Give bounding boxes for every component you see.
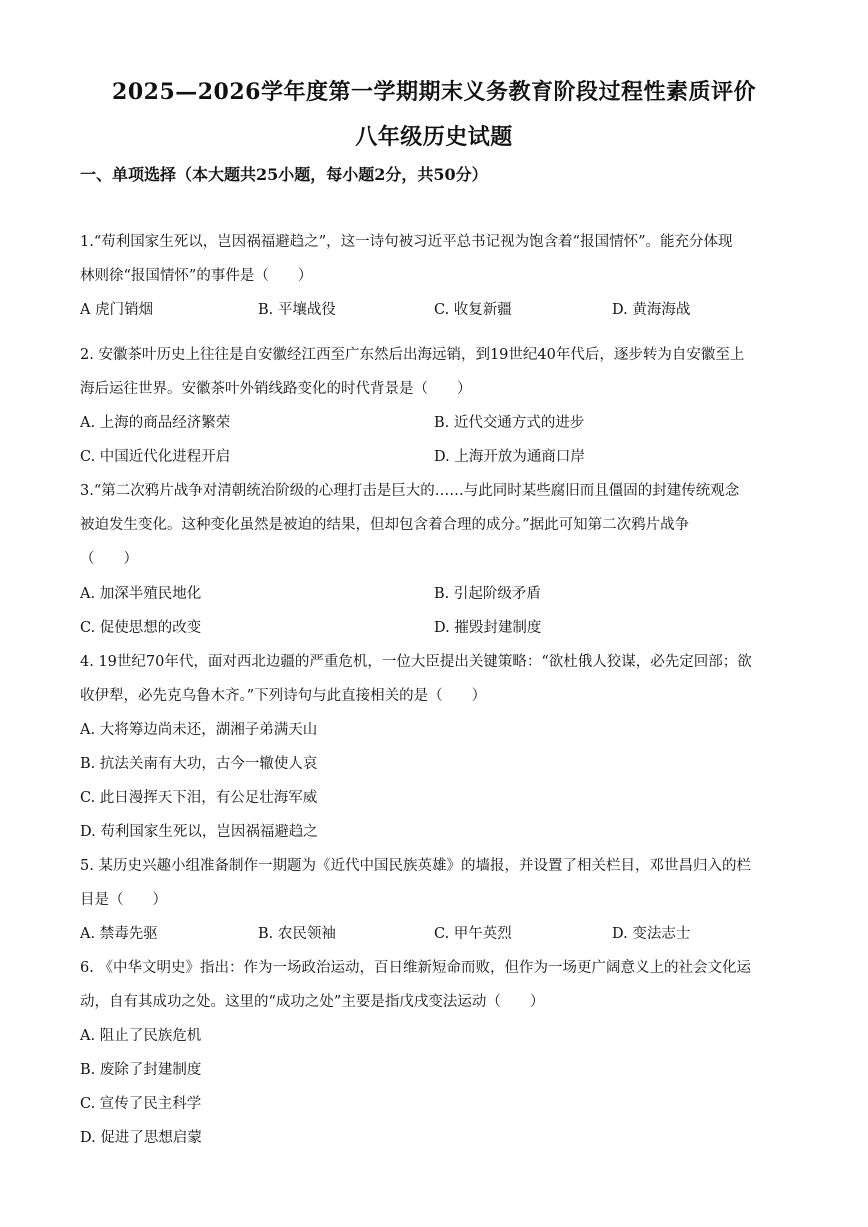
- option-a: A. 上海的商品经济繁荣: [80, 415, 231, 431]
- option-d: D. 促进了思想启蒙: [80, 1130, 202, 1146]
- question-text: 6. 《中华文明史》指出：作为一场政治运动，百日维新短命而败，但作为一场更广阔意义上的社会文化运: [80, 960, 751, 976]
- option-a: A. 阻止了民族危机: [80, 1028, 202, 1044]
- option-d: D. 摧毁封建制度: [434, 620, 542, 636]
- question-text: 收伊犁，必先克乌鲁木齐。”下列诗句与此直接相关的是（ ）: [80, 688, 487, 704]
- question-text: 5. 某历史兴趣小组准备制作一期题为《近代中国民族英雄》的墙报，并设置了相关栏目，邓世昌归入的栏: [80, 858, 751, 874]
- option-c: C. 此日漫挥天下泪，有公足壮海军威: [80, 790, 318, 806]
- option-c: C. 中国近代化进程开启: [80, 449, 231, 465]
- option-d: D. 苟利国家生死以，岂因祸福避趋之: [80, 824, 318, 840]
- exam-subtitle: 八年级历史试题: [355, 124, 513, 150]
- option-d: D. 上海开放为通商口岸: [434, 449, 585, 465]
- option-b: B. 近代交通方式的进步: [434, 415, 585, 431]
- option-d: D. 黄海海战: [612, 302, 691, 318]
- option-b: B. 农民领袖: [258, 926, 336, 942]
- option-b: B. 引起阶级矛盾: [434, 586, 541, 602]
- option-b: B. 抗法关南有大功，古今一辙使人哀: [80, 756, 318, 772]
- option-a: A. 大将筹边尚未还，湖湘子弟满天山: [80, 722, 318, 738]
- question-text: （ ）: [80, 551, 138, 567]
- question-text: 1.“苟利国家生死以，岂因祸福避趋之”，这一诗句被习近平总书记视为饱含着“报国情怀”。能充分体现: [80, 234, 733, 250]
- option-c: C. 促使思想的改变: [80, 620, 202, 636]
- option-a: A. 加深半殖民地化: [80, 586, 202, 602]
- option-c: C. 甲午英烈: [434, 926, 512, 942]
- question-text: 目是（ ）: [80, 892, 167, 908]
- question-text: 动，自有其成功之处。这里的“成功之处”主要是指戊戌变法运动（ ）: [80, 994, 545, 1010]
- option-a: A. 禁毒先驱: [80, 926, 158, 942]
- option-d: D. 变法志士: [612, 926, 691, 942]
- question-text: 林则徐“报国情怀”的事件是（ ）: [80, 268, 313, 284]
- question-text: 海后运往世界。安徽茶叶外销线路变化的时代背景是（ ）: [80, 381, 472, 397]
- option-c: C. 收复新疆: [434, 302, 512, 318]
- option-b: B. 平壤战役: [258, 302, 336, 318]
- exam-title: 2025—2026学年度第一学期期末义务教育阶段过程性素质评价: [112, 79, 756, 105]
- question-text: 被迫发生变化。这种变化虽然是被迫的结果，但却包含着合理的成分。”据此可知第二次鸦片战争: [80, 517, 690, 533]
- option-c: C. 宣传了民主科学: [80, 1096, 202, 1112]
- section-heading: 一、单项选择（本大题共25小题，每小题2分，共50分）: [80, 165, 488, 184]
- option-a: A 虎门销烟: [80, 302, 154, 318]
- question-text: 4. 19世纪70年代，面对西北边疆的严重危机，一位大臣提出关键策略：“欲杜俄人狡谋，必先定回部；欲: [80, 654, 752, 670]
- question-text: 2. 安徽茶叶历史上往往是自安徽经江西至广东然后出海远销，到19世纪40年代后，逐步转为自安徽至上: [80, 347, 745, 363]
- option-b: B. 废除了封建制度: [80, 1062, 202, 1078]
- question-text: 3.“第二次鸦片战争对清朝统治阶级的心理打击是巨大的……与此同时某些腐旧而且僵固的封建传统观念: [80, 483, 740, 499]
